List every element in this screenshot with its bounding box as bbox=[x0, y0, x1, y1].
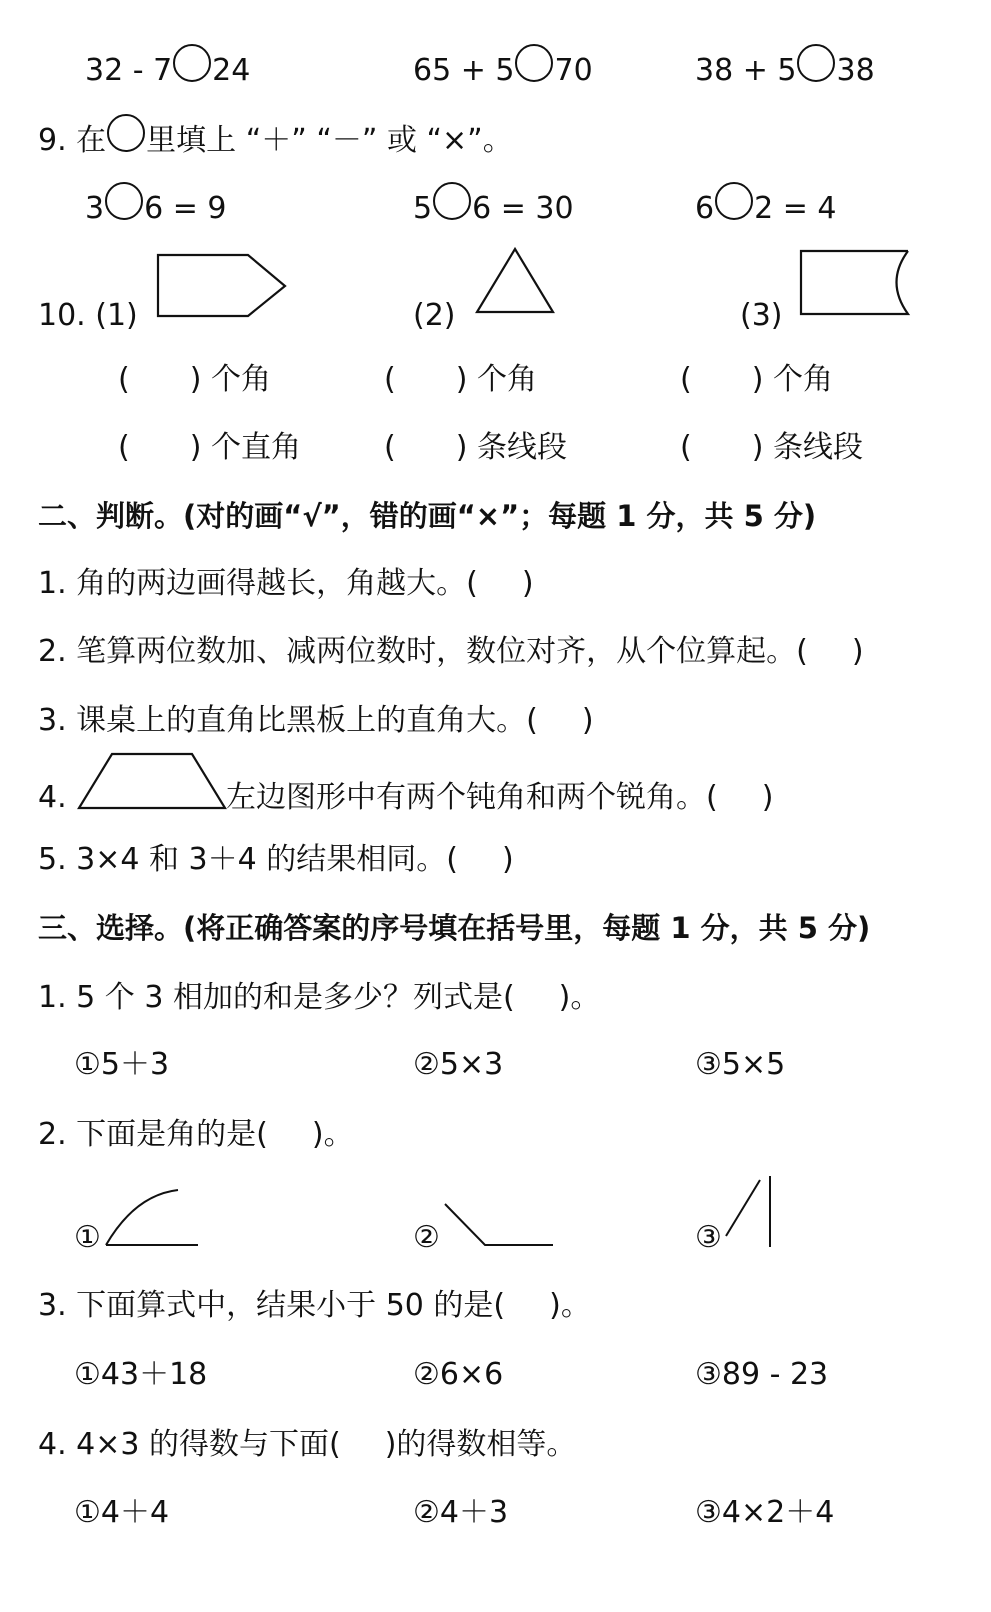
section2-q1: 1. 角的两边画得越长，角越大。( ) bbox=[38, 566, 534, 601]
section3-q1-stem: 1. 5 个 3 相加的和是多少？列式是( )。 bbox=[38, 980, 601, 1015]
answer-circle[interactable] bbox=[797, 44, 835, 82]
section2-q5: 5. 3×4 和 3＋4 的结果相同。( ) bbox=[38, 842, 514, 877]
q9-left: 5 bbox=[413, 191, 433, 226]
q8-right: 70 bbox=[554, 53, 593, 88]
q8-item-3 bbox=[695, 52, 875, 90]
q10-angles-2: ( ) 个角 bbox=[384, 362, 537, 397]
section3-q3-option-1[interactable]: ①43＋18 bbox=[74, 1357, 208, 1392]
section3-q4-option-1[interactable]: ①4＋4 bbox=[74, 1495, 170, 1530]
q8-item-2 bbox=[413, 52, 593, 90]
q10-label-1: (1) bbox=[95, 298, 138, 333]
q10-right-angles-1: ( ) 个直角 bbox=[118, 430, 301, 465]
section2-q2: 2. 笔算两位数加、减两位数时，数位对齐，从个位算起。( ) bbox=[38, 634, 864, 669]
pentagon-figure bbox=[150, 250, 295, 325]
q9-stem bbox=[38, 122, 513, 160]
section3-title: 三、选择。(将正确答案的序号填在括号里，每题 1 分，共 5 分) bbox=[38, 911, 871, 945]
q8-left: 65 + 5 bbox=[413, 53, 515, 88]
section2-q4-number: 4. bbox=[38, 780, 67, 815]
q10-label-3: (3) bbox=[740, 298, 783, 333]
separate-lines-figure bbox=[722, 1172, 782, 1252]
circle-symbol bbox=[107, 114, 145, 152]
section3-q1-option-2[interactable]: ②5×3 bbox=[413, 1047, 504, 1082]
section3-q1-option-1[interactable]: ①5＋3 bbox=[74, 1047, 170, 1082]
q9-left: 6 bbox=[695, 191, 715, 226]
answer-circle[interactable] bbox=[173, 44, 211, 82]
q9-suffix: 里填上 “＋” “－” 或 “×”。 bbox=[146, 123, 513, 158]
q9-left: 3 bbox=[85, 191, 105, 226]
q10-label-2: (2) bbox=[413, 298, 456, 333]
q10-angles-1: ( ) 个角 bbox=[118, 362, 271, 397]
answer-circle[interactable] bbox=[515, 44, 553, 82]
q10-item-1 bbox=[38, 298, 138, 334]
section3-q4-option-3[interactable]: ③4×2＋4 bbox=[695, 1495, 835, 1530]
trapezoid-figure bbox=[74, 748, 230, 814]
answer-circle[interactable] bbox=[433, 182, 471, 220]
section3-q4-stem: 4. 4×3 的得数与下面( )的得数相等。 bbox=[38, 1427, 577, 1462]
curved-edge-figure bbox=[795, 246, 915, 321]
q8-item-1 bbox=[85, 52, 250, 90]
section3-q3-option-3[interactable]: ③89 - 23 bbox=[695, 1357, 829, 1392]
option-marker-3[interactable]: ③ bbox=[695, 1220, 722, 1255]
q9-right: 6 = 9 bbox=[144, 191, 227, 226]
q10-segments-3: ( ) 条线段 bbox=[680, 430, 863, 465]
q8-right: 24 bbox=[212, 53, 251, 88]
option-marker-1[interactable]: ① bbox=[74, 1220, 101, 1255]
q9-right: 6 = 30 bbox=[472, 191, 574, 226]
q10-angles-3: ( ) 个角 bbox=[680, 362, 833, 397]
section2-q4-text: 左边图形中有两个钝角和两个锐角。( ) bbox=[226, 780, 774, 815]
q8-right: 38 bbox=[836, 53, 875, 88]
triangle-figure bbox=[470, 244, 560, 319]
curved-angle-figure bbox=[100, 1185, 205, 1250]
q8-left: 32 - 7 bbox=[85, 53, 173, 88]
option-marker-2[interactable]: ② bbox=[413, 1220, 440, 1255]
section2-title: 二、判断。(对的画“√”，错的画“×”；每题 1 分，共 5 分) bbox=[38, 499, 817, 533]
section3-q3-stem: 3. 下面算式中，结果小于 50 的是( )。 bbox=[38, 1288, 591, 1323]
q10-segments-2: ( ) 条线段 bbox=[384, 430, 567, 465]
q9-item-1 bbox=[85, 190, 226, 228]
q9-item-2 bbox=[413, 190, 574, 228]
section3-q1-option-3[interactable]: ③5×5 bbox=[695, 1047, 786, 1082]
section2-q3: 3. 课桌上的直角比黑板上的直角大。( ) bbox=[38, 703, 594, 738]
section3-q4-option-2[interactable]: ②4＋3 bbox=[413, 1495, 509, 1530]
answer-circle[interactable] bbox=[105, 182, 143, 220]
section3-q2-stem: 2. 下面是角的是( )。 bbox=[38, 1117, 354, 1152]
section3-q3-option-2[interactable]: ②6×6 bbox=[413, 1357, 504, 1392]
q9-item-3 bbox=[695, 190, 836, 228]
q8-left: 38 + 5 bbox=[695, 53, 797, 88]
q9-right: 2 = 4 bbox=[754, 191, 837, 226]
bent-line-figure bbox=[440, 1198, 558, 1250]
q9-prefix: 9. 在 bbox=[38, 123, 107, 158]
q10-number: 10. bbox=[38, 298, 86, 333]
answer-circle[interactable] bbox=[715, 182, 753, 220]
